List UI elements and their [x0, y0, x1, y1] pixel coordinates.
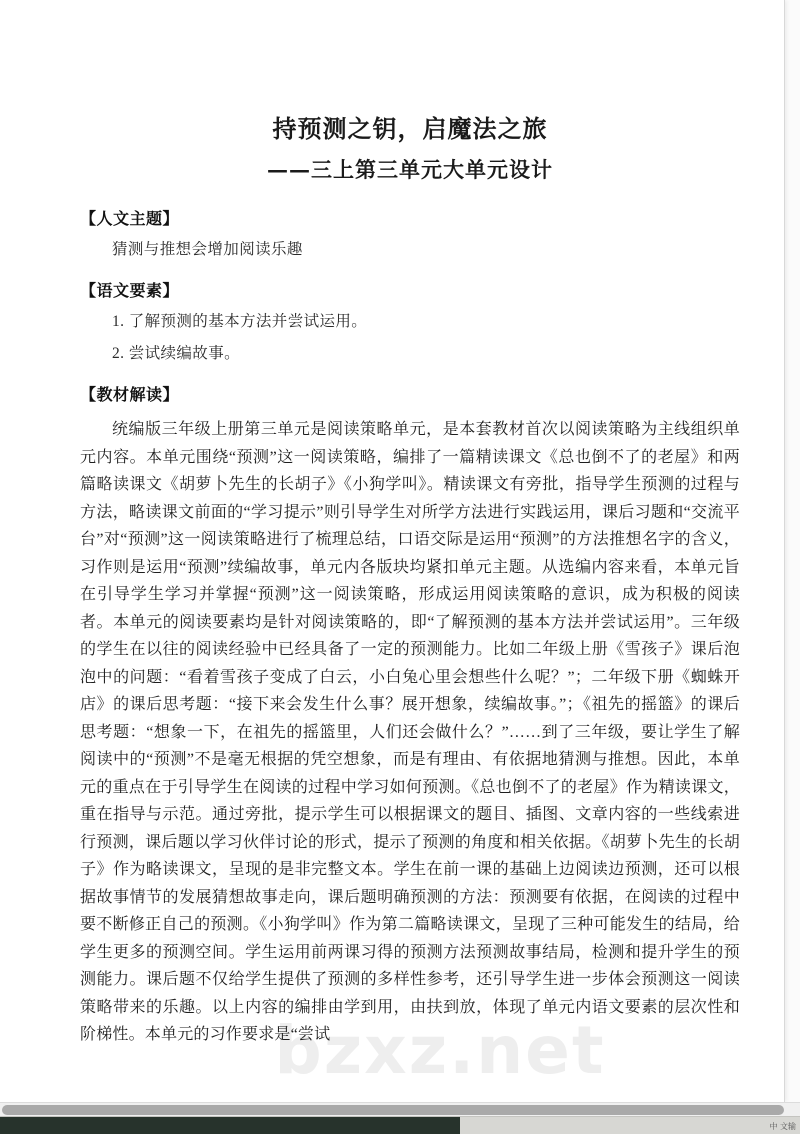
page-content — [80, 0, 740, 1102]
page-title: 持预测之钥，启魔法之旅 — [272, 114, 548, 143]
taskbar-tray[interactable] — [769, 1117, 796, 1134]
ime-indicator[interactable]: 中 文输 — [769, 1121, 796, 1131]
horizontal-scrollbar[interactable] — [0, 1102, 800, 1117]
horizontal-scrollbar-thumb[interactable] — [2, 1105, 784, 1115]
section-heading-humanistic-theme: 【人文主题】 — [80, 209, 180, 228]
taskbar[interactable] — [0, 1116, 800, 1134]
page-subtitle: ——三上第三单元大单元设计 — [267, 157, 553, 182]
textbook-interpretation-body: 统编版三年级上册第三单元是阅读策略单元，是本套教材首次以阅读策略为主线组织单元内容。本单元围绕“预测”这一阅读策略，编排了一篇精读课文《总也倒不了的老屋》和两篇略读课文《胡萝卜先生的长胡子》《小狗学叫》。精读课文有旁批，指导学生预测的过程与方法，略读课文前面的“学习提示”则引导学生对所学方法进行实践运用，课后习题和“交流平台”对“预测”这一阅读策略进行了梳理总结，口语交际是运用“预测”的方法推想名字的含义，习作则是运用“预测”续编故事，单元内各版块均紧扣单元主题。从选编内容来看，本单元旨在引导学生学习并掌握“预测”这一阅读策略，形成运用阅读策略的意识，成为积极的阅读者。本单元的阅读要素均是针对阅读策略的，即“了解预测的基本方法并尝试运用”。三年级的学生在以往的阅读经验中已经具备了一定的预测能力。比如二年级上册《雪孩子》课后泡泡中的问题：“看着雪孩子变成了白云，小白兔心里会想些什么呢？”；二年级下册《蜘蛛开店》的课后思考题：“接下来会发生什么事？展开想象，续编故事。”；《祖先的摇篮》的课后思考题：“想象一下，在祖先的摇篮里，人们还会做什么？”……到了三年级，要让学生了解阅读中的“预测”不是毫无根据的凭空想象，而是有理由、有依据地猜测与推想。因此，本单元的重点在于引导学生在阅读的过程中学习如何预测。《总也倒不了的老屋》作为精读课文，重在指导与示范。通过旁批，提示学生可以根据课文的题目、插图、文章内容的一些线索进行预测，课后题以学习伙伴讨论的形式，提示了预测的角度和相关依据。《胡萝卜先生的长胡子》作为略读课文，呈现的是非完整文本。学生在前一课的基础上边阅读边预测，还可以根据故事情节的发展猜想故事走向，课后题明确预测的方法：预测要有依据，在阅读的过程中要不断修正自己的预测。《小狗学叫》作为第二篇略读课文，呈现了三种可能发生的结局，给学生更多的预测空间。学生运用前两课习得的预测方法预测故事结局，检测和提升学生的预测能力。课后题不仅给学生提供了预测的多样性参考，还引导学生进一步体会预测这一阅读策略带来的乐趣。以上内容的编排由学到用，由扶到放，体现了单元内语文要素的层次性和阶梯性。本单元的习作要求是“尝试 — [80, 421, 740, 1043]
section-heading-textbook-interpretation: 【教材解读】 — [80, 385, 180, 404]
watermark-text: bzxz.net — [274, 1012, 606, 1089]
language-element-item-2: 2. 尝试续编故事。 — [112, 345, 241, 362]
section-heading-language-elements: 【语文要素】 — [80, 281, 180, 300]
language-element-item-1: 1. 了解预测的基本方法并尝试运用。 — [112, 313, 368, 330]
humanistic-theme-item: 猜测与推想会增加阅读乐趣 — [112, 241, 303, 258]
title-block — [80, 0, 740, 190]
taskbar-active-window[interactable] — [0, 1117, 460, 1134]
